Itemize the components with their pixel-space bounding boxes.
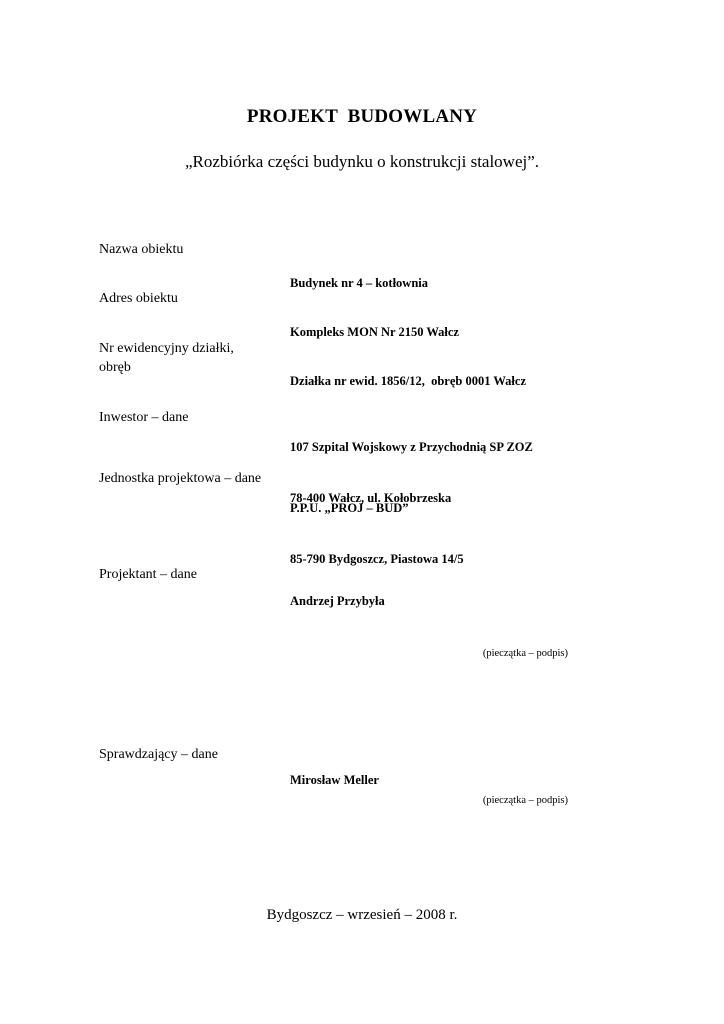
field-label-object-address: Adres obiektu (99, 291, 178, 306)
stamp-signature-note-checker: (pieczątka – podpis) (482, 795, 568, 806)
document-subtitle: „Rozbiórka części budynku o konstrukcji stalowej”. (184, 152, 540, 171)
field-label-investor: Inwestor – dane (99, 410, 189, 425)
stamp-signature-note-designer: (pieczątka – podpis) (482, 648, 568, 659)
field-value-line: Andrzej Przybyła (290, 594, 385, 608)
field-label-parcel-number: Nr ewidencyjny działki, obręb (99, 341, 234, 375)
field-label-checker: Sprawdzający – dane (99, 747, 218, 762)
field-value-line: 107 Szpital Wojskowy z Przychodnią SP ZOZ (290, 440, 533, 454)
field-value-line: 78-400 Wałcz, ul. Kołobrzeska (290, 491, 452, 505)
field-value-designer (290, 559, 690, 644)
document-footer-place-date: Bydgoszcz – wrzesień – 2008 r. (266, 907, 458, 923)
field-value-line: Kompleks MON Nr 2150 Wałcz (290, 325, 459, 339)
field-value-line: 85-790 Bydgoszcz, Piastowa 14/5 (290, 552, 464, 566)
field-value-line: Budynek nr 4 – kotłownia (290, 276, 429, 290)
field-label-object-name: Nazwa obiektu (99, 242, 184, 257)
field-label-designer: Projektant – dane (99, 567, 197, 582)
field-value-line: Działka nr ewid. 1856/12, obręb 0001 Wałcz (290, 374, 526, 388)
document-title: PROJEKT BUDOWLANY (246, 106, 478, 127)
field-value-line: P.P.U. „PROJ – BUD” (290, 501, 409, 515)
field-value-line: Mirosław Meller (290, 773, 379, 787)
field-label-design-unit: Jednostka projektowa – dane (99, 471, 262, 486)
field-value-checker (290, 738, 690, 823)
